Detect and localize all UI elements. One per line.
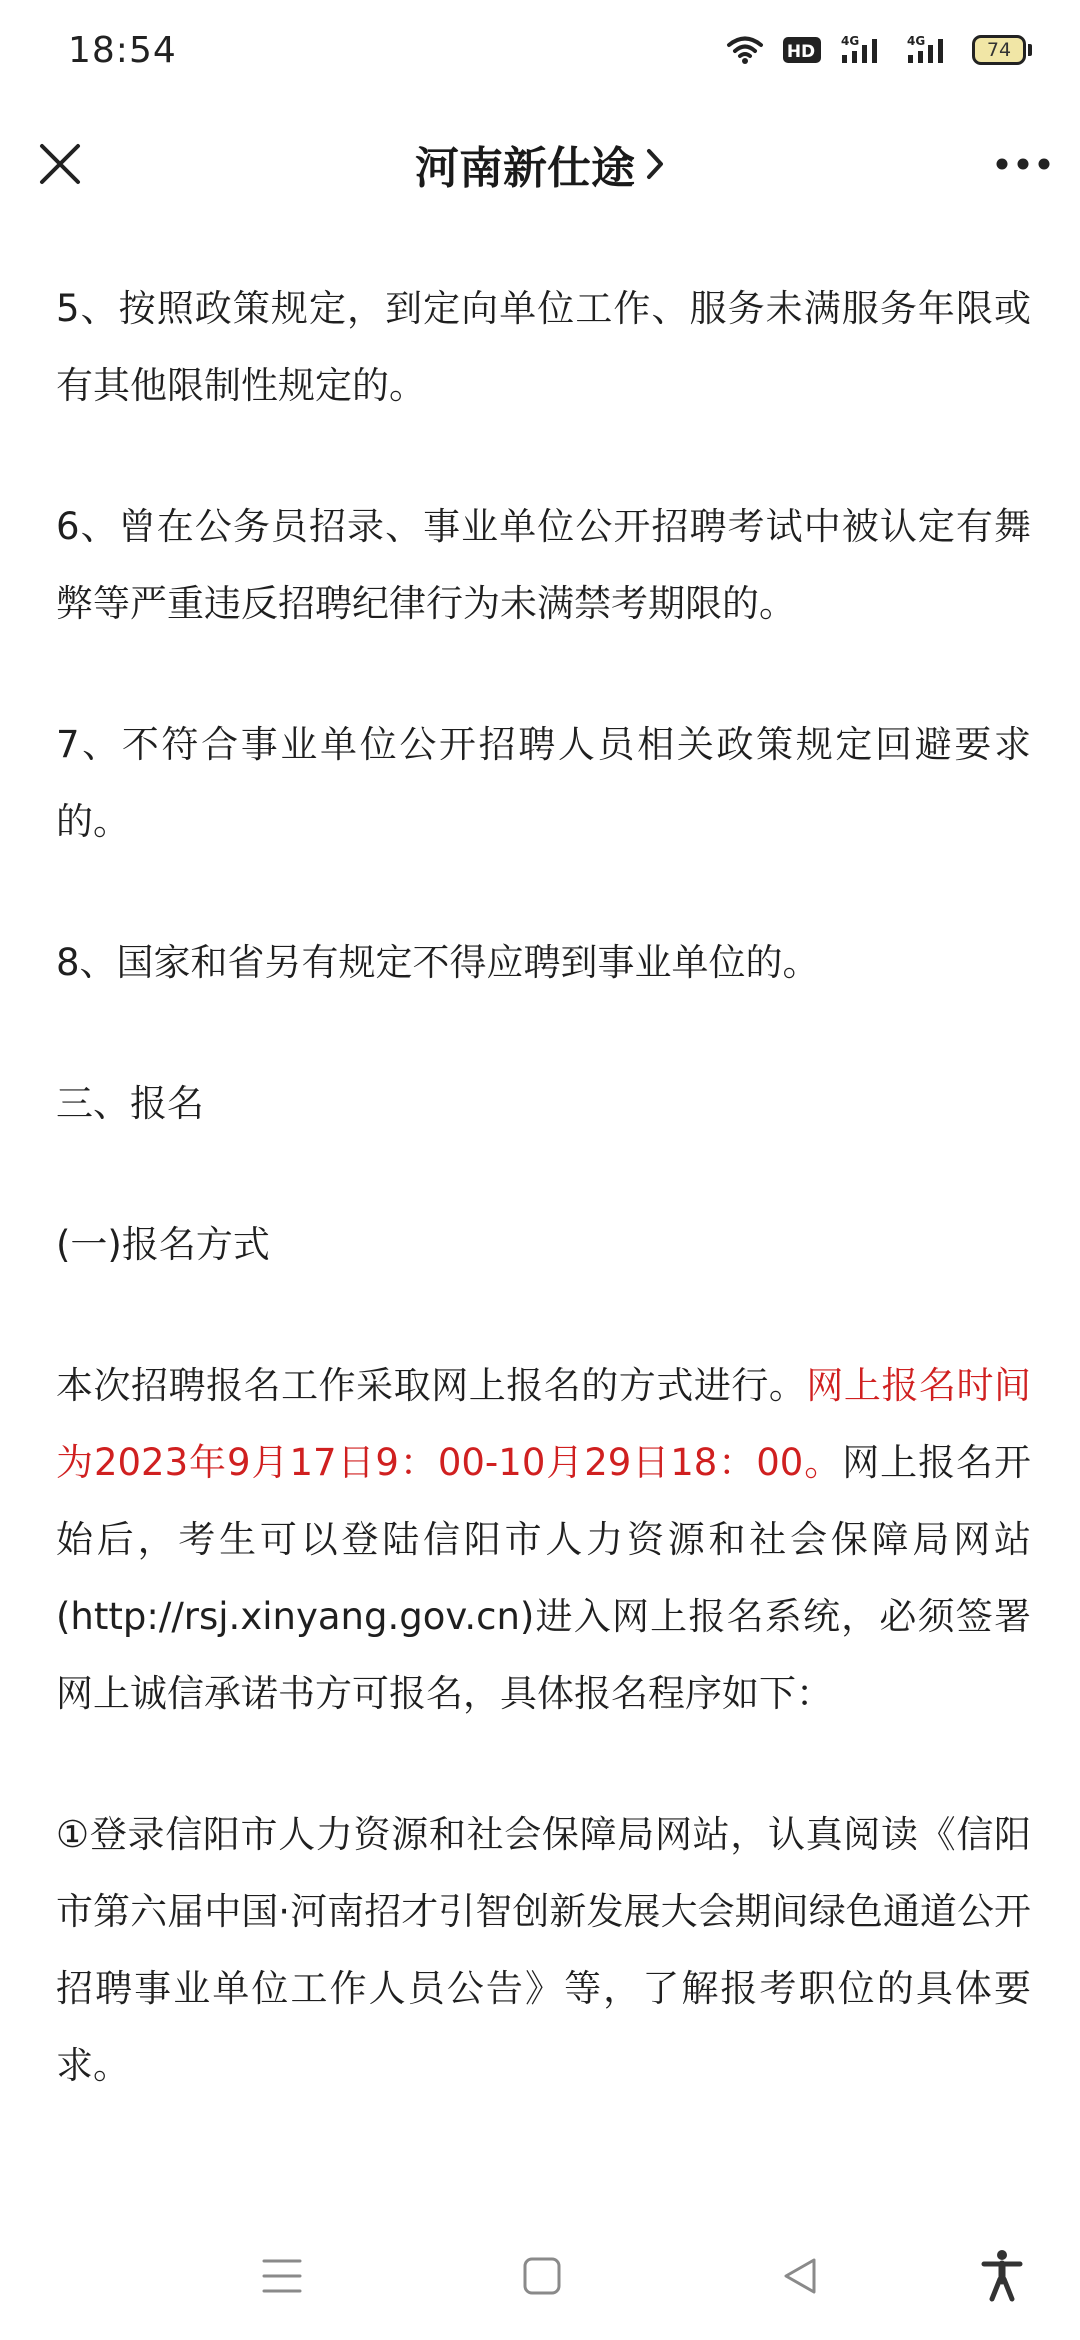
registration-intro: 本次招聘报名工作采取网上报名的方式进行。 (56, 1364, 807, 1407)
status-time: 18:54 (68, 29, 177, 71)
accessibility-icon (980, 2249, 1024, 2303)
registration-time-highlight: 网上报名时间为2023年9月17日9：00-10月29日18：00。 (56, 1364, 1032, 1484)
more-button[interactable] (988, 132, 1058, 196)
app-bar (0, 100, 1080, 228)
article-body (56, 270, 1031, 2104)
close-icon (38, 142, 82, 186)
section-heading-registration: 三、报名 (56, 1082, 204, 1125)
page-title: 河南新仕途 (415, 143, 635, 194)
svg-text:HD: HD (786, 42, 816, 62)
more-icon (995, 157, 1051, 171)
paragraph-8: 8、国家和省另有规定不得应聘到事业单位的。 (56, 941, 820, 984)
hd-icon (782, 35, 822, 65)
battery-icon (972, 35, 1032, 65)
back-button[interactable] (770, 2246, 830, 2306)
status-icons (726, 33, 1032, 67)
system-nav-bar (0, 2210, 1080, 2340)
battery-level: 74 (986, 39, 1012, 61)
status-bar (0, 0, 1080, 100)
chevron-right-icon (645, 147, 665, 181)
menu-button[interactable] (252, 2246, 312, 2306)
registration-details: 网上报名开始后，考生可以登陆信阳市人力资源和社会保障局网站(http://rsj.xinyang.gov.cn)进入网上报名系统，必须签署网上诚信承诺书方可报名，具体报名程序如下： (56, 1441, 1031, 1715)
close-button[interactable] (28, 132, 92, 196)
signal-4g-icon (840, 33, 888, 67)
svg-text:4G: 4G (841, 34, 860, 48)
menu-icon (262, 2257, 302, 2295)
subheading-registration-method: (一)报名方式 (56, 1223, 270, 1266)
account-title-button[interactable] (415, 132, 665, 196)
home-button[interactable] (512, 2246, 572, 2306)
signal-4g-icon (906, 33, 954, 67)
paragraph-5: 5、按照政策规定，到定向单位工作、服务未满服务年限或有其他限制性规定的。 (56, 287, 1031, 407)
paragraph-6: 6、曾在公务员招录、事业单位公开招聘考试中被认定有舞弊等严重违反招聘纪律行为未满禁考期限的。 (56, 505, 1031, 625)
back-icon (780, 2256, 820, 2296)
registration-paragraph (56, 1347, 1031, 1732)
home-icon (522, 2256, 562, 2296)
wifi-icon (726, 35, 764, 65)
registration-step-1: ①登录信阳市人力资源和社会保障局网站，认真阅读《信阳市第六届中国·河南招才引智创新发展大会期间绿色通道公开招聘事业单位工作人员公告》等，了解报考职位的具体要求。 (56, 1813, 1031, 2087)
paragraph-7: 7、不符合事业单位公开招聘人员相关政策规定回避要求的。 (56, 723, 1031, 843)
svg-text:4G: 4G (907, 34, 926, 48)
accessibility-button[interactable] (972, 2246, 1032, 2306)
